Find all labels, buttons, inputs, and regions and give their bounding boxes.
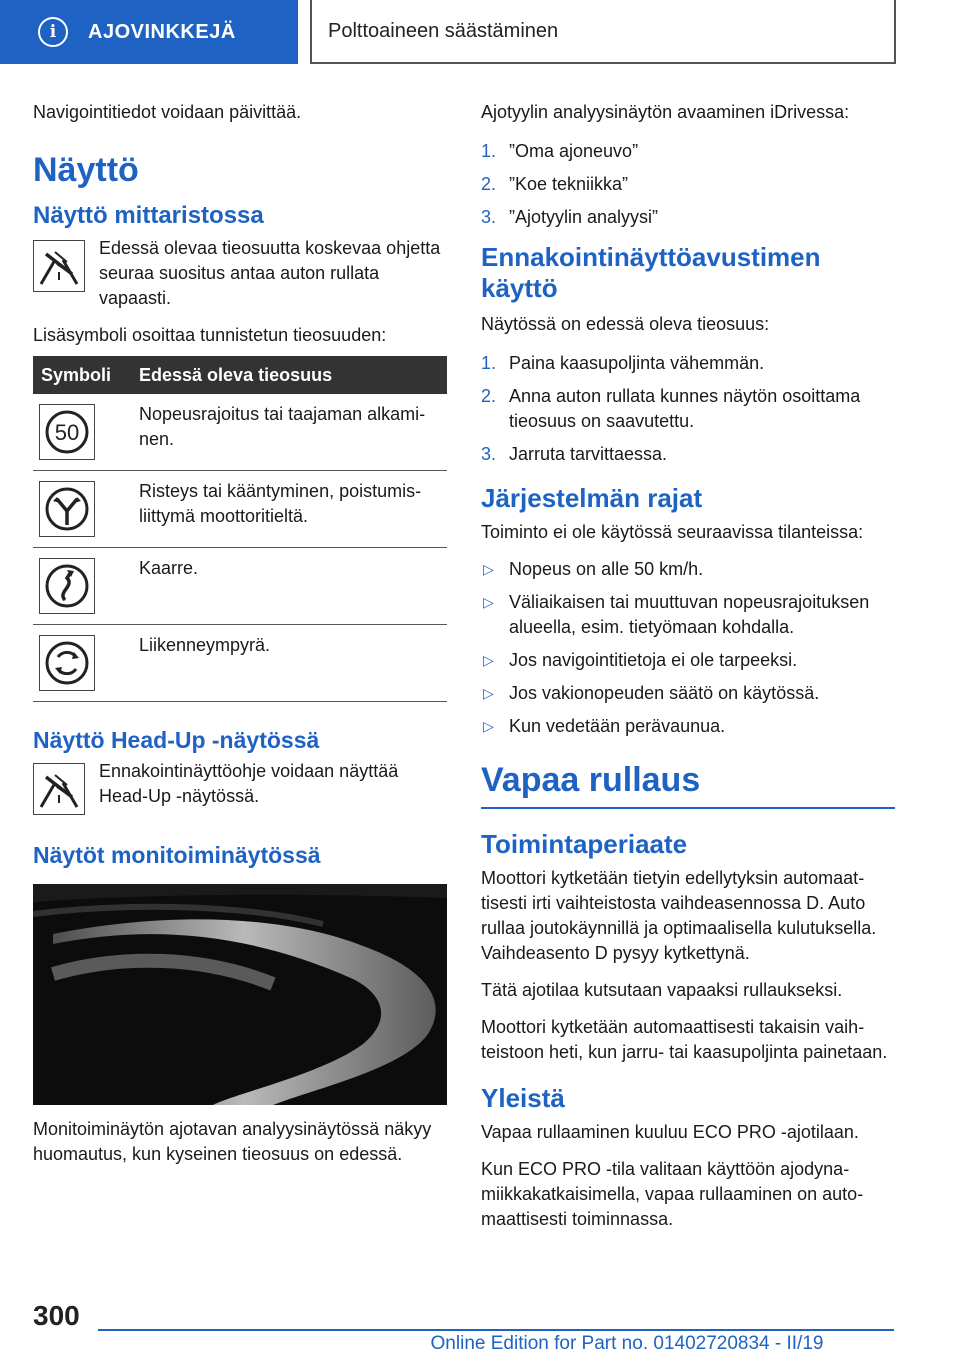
intro-text: Navigointitiedot voidaan päivittää. <box>33 102 302 122</box>
heading-general: Yleistä <box>481 1083 565 1113</box>
col-header-section: Edessä oleva tieosuus <box>131 356 447 394</box>
left-column <box>33 100 447 1179</box>
page-number: 300 <box>33 1300 80 1331</box>
footer-divider <box>98 1329 894 1331</box>
list-item: 3. ”Ajotyylin analyysi” <box>481 207 659 227</box>
list-item: ▷ Nopeus on alle 50 km/h. <box>483 559 704 579</box>
principle-p3: Moottori kytketään automaattisesti takaisin vaihteistoon heti, kun jarru- tai kaasupoljinta painetaan. <box>481 1017 888 1062</box>
list-item: ▷ Väliaikaisen tai muuttuvan nopeusrajoituksen alueella, esim. tietyömaan kohdalla. <box>483 592 870 637</box>
speed-value: 50 <box>54 420 80 445</box>
info-icon: i <box>38 17 68 47</box>
cluster-text: Edessä olevaa tieosuutta koskevaa ohjetta seuraa suositus antaa auton rullata vapaasti. <box>99 238 441 308</box>
list-item: ▷ Kun vedetään perävaunua. <box>483 716 726 736</box>
chapter-title: Polttoaineen säästäminen <box>328 19 559 42</box>
table-row <box>33 471 447 548</box>
limits-list <box>481 557 895 739</box>
list-item: 1. ”Oma ajoneuvo” <box>481 141 639 161</box>
heading-limits: Järjestelmän rajat <box>481 483 703 513</box>
principle-p1: Moottori kytketään tietyin edellytyksin automaattisesti irti vaihteistosta vaihdeasennossa D. Auto rullaa joutokäynnillä ja optimaalisella kulutuksella. Vaihdeasento D pysyy kytkettynä. <box>481 868 877 963</box>
junction-icon <box>39 481 95 537</box>
row-text: Risteys tai kääntyminen, poistumisliittymä moottoritieltä. <box>131 471 447 548</box>
limits-intro: Toiminto ei ole käytössä seuraavissa tilanteissa: <box>481 522 864 542</box>
col-header-symbol: Symboli <box>33 356 131 394</box>
heading-display: Näyttö <box>33 151 139 189</box>
list-item: ▷ Jos vakionopeuden säätö on käytössä. <box>483 683 820 703</box>
table-row <box>33 394 447 471</box>
cluster-note <box>33 236 447 311</box>
row-text: Liikenneympyrä. <box>131 625 447 702</box>
heading-hud: Näyttö Head-Up -näytössä <box>33 727 320 753</box>
heading-assist: Ennakointinäyttöavustimen käyttö <box>481 242 821 303</box>
general-p1: Vapaa rullaaminen kuuluu ECO PRO -ajotilaan. <box>481 1122 859 1142</box>
heading-multi: Näytöt monitoiminäytössä <box>33 842 321 868</box>
speed-limit-50-icon <box>39 404 95 460</box>
assist-intro: Näytössä on edessä oleva tieosuus: <box>481 314 770 334</box>
table-row <box>33 548 447 625</box>
section-tab[interactable] <box>0 0 298 64</box>
heading-cluster: Näyttö mittaristossa <box>33 202 264 229</box>
chapter-title-box <box>310 0 896 64</box>
extra-symbol-text: Lisäsymboli osoittaa tunnistetun tieosuuden: <box>33 325 387 345</box>
list-item: 2. ”Koe tekniikka” <box>481 174 629 194</box>
hud-note <box>33 759 447 815</box>
list-item: 1. Paina kaasupoljinta vähemmän. <box>481 353 765 373</box>
analysis-intro: Ajotyylin analyysinäytön avaaminen iDrivessa: <box>481 102 850 122</box>
heading-principle: Toimintaperiaate <box>481 829 688 859</box>
hud-text: Ennakointinäyttöohje voidaan näyttää Head-Up -näytössä. <box>99 761 399 806</box>
list-item: 2. Anna auton rullata kunnes näytön osoittama tieosuus on saavutettu. <box>481 386 861 431</box>
assist-steps <box>481 351 895 467</box>
list-item: ▷ Jos navigointitietoja ei ole tarpeeksi. <box>483 650 798 670</box>
coasting-road-icon <box>33 763 85 815</box>
section-label: AJOVINKKEJÄ <box>88 20 236 43</box>
row-text: Kaarre. <box>131 548 447 625</box>
analysis-steps <box>481 139 895 230</box>
edition-text: Online Edition for Part no. 01402720834 - II/19 <box>430 1333 824 1354</box>
curve-icon <box>39 558 95 614</box>
general-p2: Kun ECO PRO -tila valitaan käyttöön ajodynamiikkakatkaisimella, vapaa rullaaminen on automaattisesti toiminnassa. <box>481 1159 864 1229</box>
table-row <box>33 625 447 702</box>
right-column <box>481 100 895 1244</box>
coasting-road-icon <box>33 240 85 292</box>
heading-coasting: Vapaa rullaus <box>481 759 895 809</box>
symbol-table <box>33 356 447 702</box>
principle-p2: Tätä ajotilaa kutsutaan vapaaksi rullaukseksi. <box>481 980 843 1000</box>
list-item: 3. Jarruta tarvittaessa. <box>481 444 668 464</box>
row-text: Nopeusrajoitus tai taajaman alkaminen. <box>131 394 447 471</box>
road-analysis-image <box>33 884 447 1105</box>
roundabout-icon <box>39 635 95 691</box>
multi-caption: Monitoiminäytön ajotavan analyysinäytössä näkyy huomautus, kun kyseinen tieosuus on edessä. <box>33 1119 432 1164</box>
